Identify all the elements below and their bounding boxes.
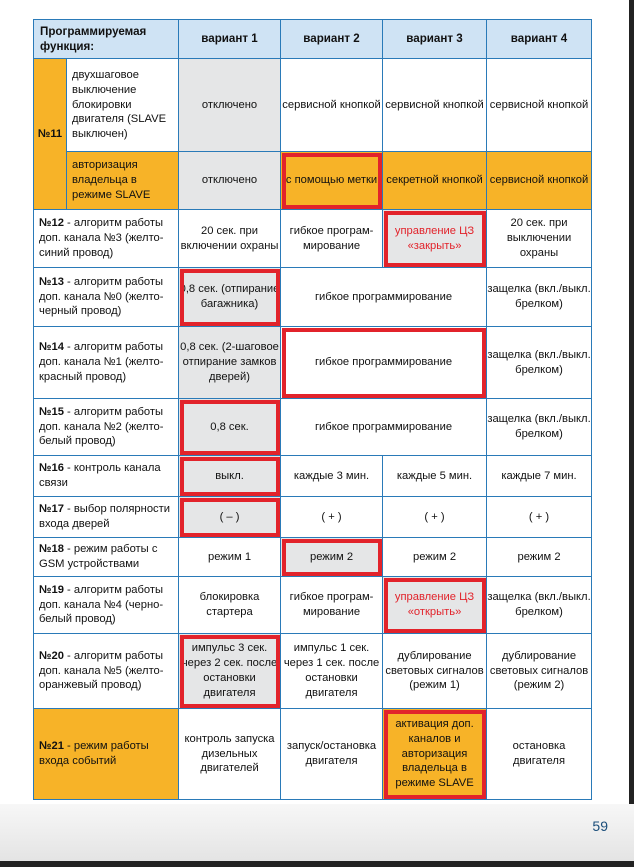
row-19-label: №19 - алгоритм работы доп. канала №4 (черно-белый провод) bbox=[34, 577, 179, 634]
row-17-v2: ( + ) bbox=[281, 497, 383, 538]
row-18-v1: режим 1 bbox=[179, 538, 281, 577]
header-function: Программируемая функция: bbox=[34, 20, 179, 59]
row-20-label: №20 - алгоритм работы доп. канала №5 (желто-оранжевый провод) bbox=[34, 634, 179, 709]
row-11a-v1: отключено bbox=[179, 59, 281, 152]
row-16-v4: каждые 7 мин. bbox=[487, 456, 592, 497]
row-20-v2: импульс 1 сек. через 1 сек. после остановки двигателя bbox=[281, 634, 383, 709]
row-12-v1: 20 сек. при включении охраны bbox=[179, 210, 281, 268]
table-row bbox=[34, 59, 592, 152]
row-18-label: №18 - режим работы с GSM устройствами bbox=[34, 538, 179, 577]
row-21-v2: запуск/остановка двигателя bbox=[281, 709, 383, 800]
row-20-v1: импульс 3 сек. через 2 сек. после остановки двигателя bbox=[179, 634, 281, 709]
row-11b-v1: отключено bbox=[179, 152, 281, 210]
row-20-v4: дублирование световых сигналов (режим 2) bbox=[487, 634, 592, 709]
row-19-v3: управление ЦЗ «открыть» bbox=[383, 577, 487, 634]
row-21-label: №21 - режим работы входа событий bbox=[34, 709, 179, 800]
row-18-v2: режим 2 bbox=[281, 538, 383, 577]
table-row bbox=[34, 456, 592, 497]
row-11a-v2: сервисной кнопкой bbox=[281, 59, 383, 152]
row-12-v3: управление ЦЗ «закрыть» bbox=[383, 210, 487, 268]
table-row bbox=[34, 210, 592, 268]
row-11b-v2: с помощью метки bbox=[281, 152, 383, 210]
table-row bbox=[34, 709, 592, 800]
table-row bbox=[34, 399, 592, 456]
settings-table bbox=[33, 19, 592, 800]
row-21-v3: активация доп. каналов и авторизация владельца в режиме SLAVE bbox=[383, 709, 487, 800]
header-variant-1: вариант 1 bbox=[179, 20, 281, 59]
row-18-v4: режим 2 bbox=[487, 538, 592, 577]
bottom-bar bbox=[0, 861, 634, 867]
row-12-label: №12 - алгоритм работы доп. канала №3 (желто-синий провод) bbox=[34, 210, 179, 268]
page-number: 59 bbox=[592, 818, 608, 834]
row-17-v3: ( + ) bbox=[383, 497, 487, 538]
row-13-label: №13 - алгоритм работы доп. канала №0 (желто-черный провод) bbox=[34, 268, 179, 327]
table-row bbox=[34, 152, 592, 210]
row-11a-v3: сервисной кнопкой bbox=[383, 59, 487, 152]
row-20-v3: дублирование световых сигналов (режим 1) bbox=[383, 634, 487, 709]
row-16-v1: выкл. bbox=[179, 456, 281, 497]
row-11b-label: авторизация владельца в режиме SLAVE bbox=[67, 152, 179, 210]
row-18-v3: режим 2 bbox=[383, 538, 487, 577]
page-footer bbox=[0, 804, 634, 861]
row-11b-v3: секретной кнопкой bbox=[383, 152, 487, 210]
row-17-label: №17 - выбор полярности входа дверей bbox=[34, 497, 179, 538]
row-15-v23: гибкое программирование bbox=[281, 399, 487, 456]
row-21-v1: контроль запуска дизельных двигателей bbox=[179, 709, 281, 800]
header-variant-3: вариант 3 bbox=[383, 20, 487, 59]
row-13-v1: 0,8 сек. (отпирание багажника) bbox=[179, 268, 281, 327]
row-19-v4: защелка (вкл./выкл. брелком) bbox=[487, 577, 592, 634]
row-14-v23: гибкое программирование bbox=[281, 327, 487, 399]
row-12-v2: гибкое програм-мирование bbox=[281, 210, 383, 268]
row-14-label: №14 - алгоритм работы доп. канала №1 (желто-красный провод) bbox=[34, 327, 179, 399]
row-17-v1: ( – ) bbox=[179, 497, 281, 538]
header-variant-4: вариант 4 bbox=[487, 20, 592, 59]
row-13-v4: защелка (вкл./выкл. брелком) bbox=[487, 268, 592, 327]
row-11b-v4: сервисной кнопкой bbox=[487, 152, 592, 210]
row-12-v4: 20 сек. при выключении охраны bbox=[487, 210, 592, 268]
row-14-v4: защелка (вкл./выкл. брелком) bbox=[487, 327, 592, 399]
table-row bbox=[34, 634, 592, 709]
row-16-v3: каждые 5 мин. bbox=[383, 456, 487, 497]
row-14-v1: 0,8 сек. (2-шаговое отпирание замков дверей) bbox=[179, 327, 281, 399]
row-21-v4: остановка двигателя bbox=[487, 709, 592, 800]
header-variant-2: вариант 2 bbox=[281, 20, 383, 59]
table-row bbox=[34, 327, 592, 399]
header-row bbox=[34, 20, 592, 59]
table-row bbox=[34, 538, 592, 577]
row-11a-label: двухшаговое выключение блокировки двигателя (SLAVE выключен) bbox=[67, 59, 179, 152]
row-17-v4: ( + ) bbox=[487, 497, 592, 538]
row-13-v23: гибкое программирование bbox=[281, 268, 487, 327]
row-number-11: №11 bbox=[34, 59, 67, 210]
row-15-label: №15 - алгоритм работы доп. канала №2 (желто-белый провод) bbox=[34, 399, 179, 456]
row-15-v1: 0,8 сек. bbox=[179, 399, 281, 456]
page-edge bbox=[629, 0, 634, 840]
row-19-v1: блокировка стартера bbox=[179, 577, 281, 634]
table-row bbox=[34, 497, 592, 538]
row-11a-v4: сервисной кнопкой bbox=[487, 59, 592, 152]
table-row bbox=[34, 577, 592, 634]
row-19-v2: гибкое програм-мирование bbox=[281, 577, 383, 634]
row-15-v4: защелка (вкл./выкл. брелком) bbox=[487, 399, 592, 456]
row-16-label: №16 - контроль канала связи bbox=[34, 456, 179, 497]
table-row bbox=[34, 268, 592, 327]
row-16-v2: каждые 3 мин. bbox=[281, 456, 383, 497]
